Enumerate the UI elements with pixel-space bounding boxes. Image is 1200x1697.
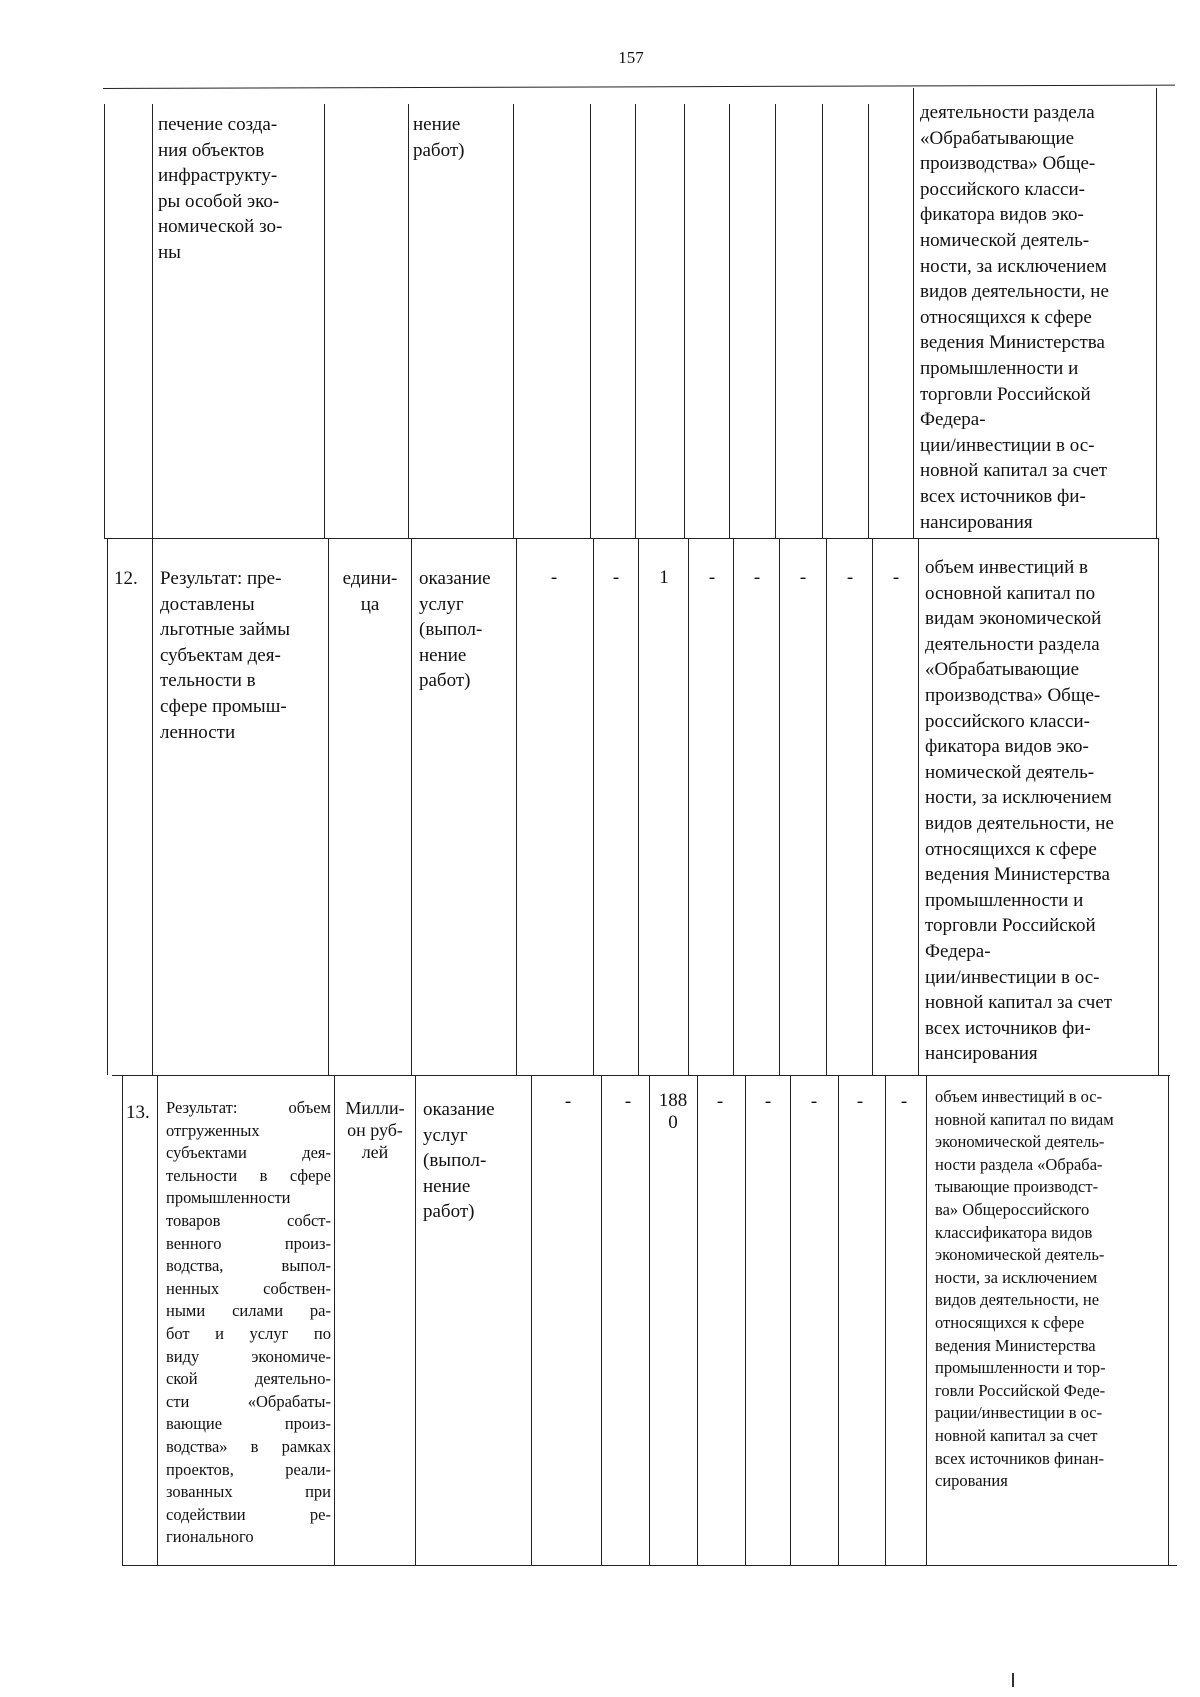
value-cell: -	[846, 567, 854, 588]
text-line: деятельности раздела	[920, 102, 1095, 123]
row-11-description	[920, 100, 1109, 535]
text-line: льготные займы	[160, 619, 291, 641]
row-13-number: 13.	[126, 1102, 150, 1123]
row-13-description	[935, 1086, 1114, 1493]
text-line: отгруженных	[166, 1120, 260, 1140]
text-line: ности, за исключением	[925, 787, 1112, 809]
text-line: проектов, реали-	[166, 1459, 331, 1479]
text-line: оказание	[423, 1099, 495, 1120]
col-line	[649, 1075, 650, 1565]
text-line: доставлены	[160, 593, 255, 615]
text-line: всех источников фи-	[920, 485, 1086, 507]
text-line: рации/инвестиции в ос-	[935, 1403, 1103, 1423]
col-line	[411, 538, 412, 1075]
text-line: работ)	[419, 670, 471, 692]
col-line	[513, 104, 514, 538]
col-line	[826, 538, 827, 1075]
col-line	[601, 1075, 602, 1565]
value-cell: -	[856, 1091, 864, 1112]
text-line: объем инвестиций в	[925, 557, 1088, 578]
text-line: он руб-	[347, 1120, 403, 1140]
text-line: всех источников фи-	[925, 1017, 1091, 1039]
text-line: Результат: пре-	[160, 568, 282, 589]
text-line: инфраструкту-	[158, 165, 278, 187]
col-line	[1168, 1075, 1169, 1565]
row-12-unit	[340, 566, 400, 617]
text-line: ности раздела «Обраба-	[935, 1154, 1103, 1174]
text-line: ности, за исключением	[920, 255, 1107, 277]
value-cell	[653, 1090, 693, 1134]
text-line: венного произ-	[166, 1233, 331, 1253]
text-line: деятельности раздела	[925, 633, 1100, 655]
text-line: говли Российской Феде-	[935, 1380, 1106, 1400]
text-line: промышленности и	[925, 889, 1084, 911]
text-line: российского класси-	[925, 710, 1090, 732]
text-line: тельности в	[160, 670, 256, 692]
text-line: тельности в сфере	[166, 1165, 331, 1185]
row-12-description	[925, 555, 1114, 1067]
text-line: водства, выпол-	[166, 1256, 331, 1276]
row-11-name	[158, 112, 282, 266]
text-line: фикатора видов эко-	[925, 736, 1089, 758]
text-line: едини-	[342, 568, 398, 589]
col-line	[838, 1075, 839, 1565]
text-line: (выпол-	[423, 1150, 487, 1172]
row-separator	[112, 1075, 1170, 1076]
col-line	[516, 538, 517, 1075]
text-line: услуг	[419, 593, 464, 615]
value-cell: -	[810, 1091, 818, 1112]
col-line	[729, 104, 730, 538]
value-cell: -	[892, 567, 900, 588]
text-line: экономической деятель-	[935, 1245, 1105, 1265]
text-line: номической деятель-	[925, 761, 1095, 783]
value-cell: -	[550, 567, 558, 588]
value-cell: -	[624, 1091, 632, 1112]
text-line: водства» в рамках	[166, 1436, 331, 1456]
row-12-name	[160, 566, 290, 745]
col-line	[688, 538, 689, 1075]
col-line	[1158, 538, 1159, 1075]
col-line	[1156, 88, 1157, 538]
col-line	[684, 104, 685, 538]
text-line: оказание	[419, 568, 491, 589]
text-line: ния объектов	[158, 139, 265, 161]
col-line	[152, 104, 153, 538]
value-cell: -	[799, 567, 807, 588]
text-line: относящихся к сфере	[920, 306, 1092, 328]
value-cell: -	[900, 1091, 908, 1112]
page-number: 157	[618, 48, 644, 67]
text-line: промышленности	[166, 1188, 291, 1208]
scan-mark	[1012, 1673, 1014, 1687]
col-line	[779, 538, 780, 1075]
col-line	[122, 1075, 123, 1565]
value-cell: -	[716, 1091, 724, 1112]
text-line: ва» Общероссийского	[935, 1199, 1090, 1219]
text-line: (выпол-	[419, 619, 483, 641]
col-line	[157, 1075, 158, 1565]
text-line: гионального	[166, 1527, 254, 1547]
text-line: всех источников финан-	[935, 1448, 1104, 1468]
text-line: работ)	[423, 1201, 475, 1223]
text-line: ры особой эко-	[158, 190, 280, 212]
text-line: бот и услуг по	[166, 1323, 331, 1343]
row-separator	[104, 538, 1159, 539]
value-cell: 1	[659, 567, 669, 588]
text-line: услуг	[423, 1124, 468, 1146]
col-line	[324, 104, 325, 538]
text-line: видов деятельности, не	[935, 1290, 1100, 1310]
text-line: экономической деятель-	[935, 1132, 1105, 1152]
row-13-unit	[340, 1097, 410, 1163]
table-top-border	[103, 85, 1175, 89]
text-line: российского класси-	[920, 178, 1085, 200]
col-line	[590, 104, 591, 538]
text-line: основной капитал по	[925, 582, 1096, 604]
col-line	[531, 1075, 532, 1565]
text-line: классификатора видов	[935, 1222, 1093, 1242]
text-line: ными силами ра-	[166, 1301, 331, 1321]
text-line: видов деятельности, не	[920, 281, 1109, 303]
value-cell: -	[764, 1091, 772, 1112]
text-line: ведения Министерства	[935, 1335, 1096, 1355]
table-bottom-border	[122, 1565, 1177, 1566]
col-line	[790, 1075, 791, 1565]
col-line	[328, 538, 329, 1075]
text-line: сирования	[935, 1471, 1008, 1491]
value-cell: -	[708, 567, 716, 588]
text-line: фикатора видов эко-	[920, 204, 1084, 226]
col-line	[107, 538, 108, 1075]
text-line: новной капитал по видам	[935, 1109, 1114, 1129]
text-line: производства» Обще-	[925, 684, 1101, 706]
value-cell: -	[753, 567, 761, 588]
col-line	[152, 538, 153, 1075]
text-line: «Обрабатывающие	[920, 127, 1075, 149]
col-line	[638, 538, 639, 1075]
text-line: печение созда-	[158, 114, 278, 135]
text-line: ленности	[160, 721, 236, 743]
text-line: субъектам дея-	[160, 644, 281, 666]
value-cell: -	[564, 1091, 572, 1112]
row-11-type	[413, 112, 464, 163]
text-line: ны	[158, 241, 181, 263]
text-line: содействии ре-	[166, 1504, 331, 1524]
text-line: номической деятель-	[920, 229, 1090, 251]
text-line: ской деятельно-	[166, 1369, 331, 1389]
col-line	[868, 104, 869, 538]
text-line: нение	[413, 114, 461, 135]
text-line: ведения Министерства	[925, 864, 1110, 886]
col-line	[913, 88, 914, 538]
text-line: товаров собст-	[166, 1210, 331, 1230]
text-line: ности, за исключением	[935, 1267, 1098, 1287]
text-line: вающие произ-	[166, 1414, 331, 1434]
col-line	[334, 1075, 335, 1565]
col-line	[593, 538, 594, 1075]
text-line: новной капитал за счет	[920, 460, 1108, 482]
text-line: ца	[360, 593, 380, 615]
text-line: новной капитал за счет	[935, 1425, 1098, 1445]
col-line	[885, 1075, 886, 1565]
text-line: «Обрабатывающие	[925, 659, 1080, 681]
col-line	[918, 538, 919, 1075]
col-line	[775, 104, 776, 538]
text-line: новной капитал за счет	[925, 992, 1113, 1014]
text-line: виду экономиче-	[166, 1346, 331, 1366]
text-line: видов деятельности, не	[925, 812, 1114, 834]
text-line: относящихся к сфере	[935, 1312, 1085, 1332]
row-13-name	[166, 1097, 331, 1549]
col-line	[408, 104, 409, 538]
text-line: промышленности и	[920, 357, 1079, 379]
text-line: нение	[419, 644, 467, 666]
col-line	[745, 1075, 746, 1565]
text-line: работ)	[413, 139, 465, 161]
col-line	[697, 1075, 698, 1565]
col-line	[926, 1075, 927, 1565]
row-12-type	[419, 566, 491, 694]
text-line: торговли Российской	[920, 383, 1091, 405]
text-line: Результат: объем	[166, 1098, 331, 1117]
text-line: 188	[658, 1090, 688, 1111]
col-line	[415, 1075, 416, 1565]
col-line	[635, 104, 636, 538]
col-line	[104, 104, 105, 538]
text-line: производства» Обще-	[920, 153, 1096, 175]
text-line: лей	[361, 1142, 389, 1162]
text-line: ции/инвестиции в ос-	[925, 966, 1100, 988]
text-line: относящихся к сфере	[925, 838, 1097, 860]
row-13-type	[423, 1097, 495, 1225]
text-line: зованных при	[166, 1482, 331, 1502]
text-line: нансирования	[920, 511, 1033, 533]
row-12-number: 12.	[114, 568, 138, 589]
text-line: номической зо-	[158, 216, 283, 238]
col-line	[733, 538, 734, 1075]
text-line: 0	[668, 1112, 678, 1133]
text-line: нансирования	[925, 1043, 1038, 1065]
text-line: сфере промыш-	[160, 695, 287, 717]
text-line: промышленности и тор-	[935, 1358, 1106, 1378]
text-line: ведения Министерства	[920, 332, 1105, 354]
text-line: Федера-	[920, 409, 986, 431]
text-line: ненных собствен-	[166, 1278, 331, 1298]
text-line: субъектами дея-	[166, 1143, 331, 1163]
text-line: тывающие производст-	[935, 1177, 1099, 1197]
col-line	[872, 538, 873, 1075]
text-line: сти «Обрабаты-	[166, 1391, 331, 1411]
text-line: Федера-	[925, 940, 991, 962]
text-line: Милли-	[345, 1098, 405, 1118]
text-line: ции/инвестиции в ос-	[920, 434, 1095, 456]
text-line: видам экономической	[925, 608, 1102, 630]
text-line: нение	[423, 1175, 471, 1197]
text-line: торговли Российской	[925, 915, 1096, 937]
col-line	[822, 104, 823, 538]
text-line: объем инвестиций в ос-	[935, 1087, 1103, 1106]
value-cell: -	[612, 567, 620, 588]
